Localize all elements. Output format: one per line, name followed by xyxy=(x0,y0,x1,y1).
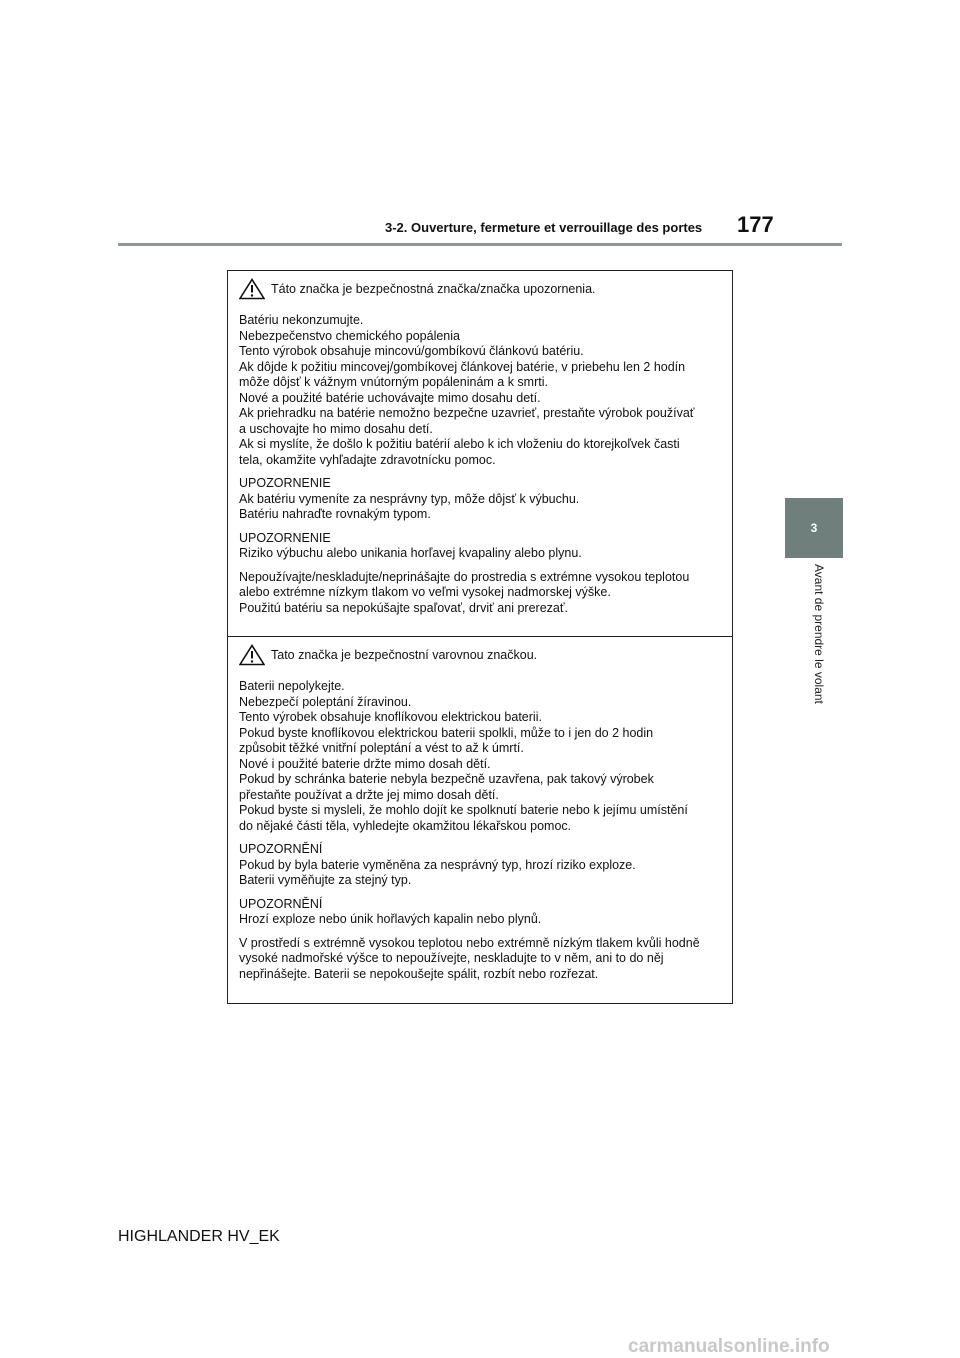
slovak-title-row xyxy=(239,275,721,303)
czech-title: Tato značka je bezpečnostní varovnou značkou. xyxy=(271,648,538,662)
czech-warning xyxy=(228,636,732,1005)
chapter-tab xyxy=(785,498,843,558)
section-heading: 3-2. Ouverture, fermeture et verrouillage des portes xyxy=(385,220,703,235)
warning-triangle-icon xyxy=(239,644,265,666)
czech-paragraph-ingestion: Baterii nepolykejte. Nebezpečí poleptání žíravinou. Tento výrobek obsahuje knoflíkovou elektrickou baterii. Pokud byste knoflíkovou elektrickou baterii spolkli, může to i jen do 2 hodin způsobit těžké vnitřní poleptání a vést to až k úmrtí. Nové i použité baterie držte mimo dosah dětí. Pokud by schránka baterie nebyla bezpečně uzavřena, pak takový výrobek přestaňte používat a držte jej mimo dosah dětí. Pokud byste si mysleli, že mohlo dojít ke spolknutí baterie nebo k jejímu umístění do nějaké části těla, vyhledejte okamžitou lékařskou pomoc. xyxy=(239,679,688,833)
page-number: 177 xyxy=(737,212,774,237)
model-footer: HIGHLANDER HV_EK xyxy=(118,1228,280,1245)
slovak-warning xyxy=(228,271,732,636)
warning-triangle-icon xyxy=(239,278,265,300)
slovak-paragraph-replacement: UPOZORNENIE Ak batériu vymeníte za nesprávny typ, môže dôjsť k výbuchu. Batériu nahraďte rovnakým typom. xyxy=(239,476,580,521)
slovak-paragraph-environment: Nepoužívajte/neskladujte/neprinášajte do prostredia s extrémne vysokou teplotou alebo extrémne nízkym tlakom vo veľmi vysokej nadmorskej výške. Použitú batériu sa nepokúšajte spaľovať, drviť ani prerezať. xyxy=(239,569,690,615)
chapter-label: Avant de prendre le volant xyxy=(812,564,826,704)
slovak-paragraph-ingestion: Batériu nekonzumujte. Nebezpečenstvo chemického popálenia Tento výrobok obsahuje mincovú/gombíkovú článkovú batériu. Ak dôjde k požitiu mincovej/gombíkovej článkovej batérie, v priebehu len 2 hodín môže dôjsť k vážnym vnútorným popáleninám a k smrti. Nové a použité batérie uchovávajte mimo dosahu detí. Ak priehradku na batérie nemožno bezpečne uzavrieť, prestaňte výrobok používať a uschovajte ho mimo dosahu detí. Ak si myslíte, že došlo k požitiu batérií alebo k ich vloženiu do ktorejkoľvek časti tela, okamžite vyhľadajte zdravotnícku pomoc. xyxy=(239,313,695,467)
czech-paragraph-explosion: UPOZORNĚNÍ Hrozí exploze nebo únik hořlavých kapalin nebo plynů. xyxy=(239,896,542,926)
header-divider xyxy=(118,243,842,246)
czech-paragraph-environment: V prostředí s extrémně vysokou teplotou nebo extrémně nízkým tlakem kvůli hodně vysoké nadmořské výšce to nepoužívejte, neskladujte to v něm, ani to do něj nepřinášejte. Baterii se nepokoušejte spálit, rozbít nebo rozřezat. xyxy=(239,935,700,981)
battery-warning-box xyxy=(227,270,733,1004)
czech-paragraph-replacement: UPOZORNĚNÍ Pokud by byla baterie vyměněna za nesprávný typ, hrozí riziko exploze. Baterii vyměňujte za stejný typ. xyxy=(239,842,636,887)
czech-title-row xyxy=(239,641,721,669)
slovak-title: Táto značka je bezpečnostná značka/značka upozornenia. xyxy=(271,282,596,296)
watermark: carmanualsonline.info xyxy=(628,1336,830,1357)
slovak-paragraph-explosion: UPOZORNENIE Riziko výbuchu alebo unikania horľavej kvapaliny alebo plynu. xyxy=(239,530,582,560)
chapter-number: 3 xyxy=(810,521,818,535)
